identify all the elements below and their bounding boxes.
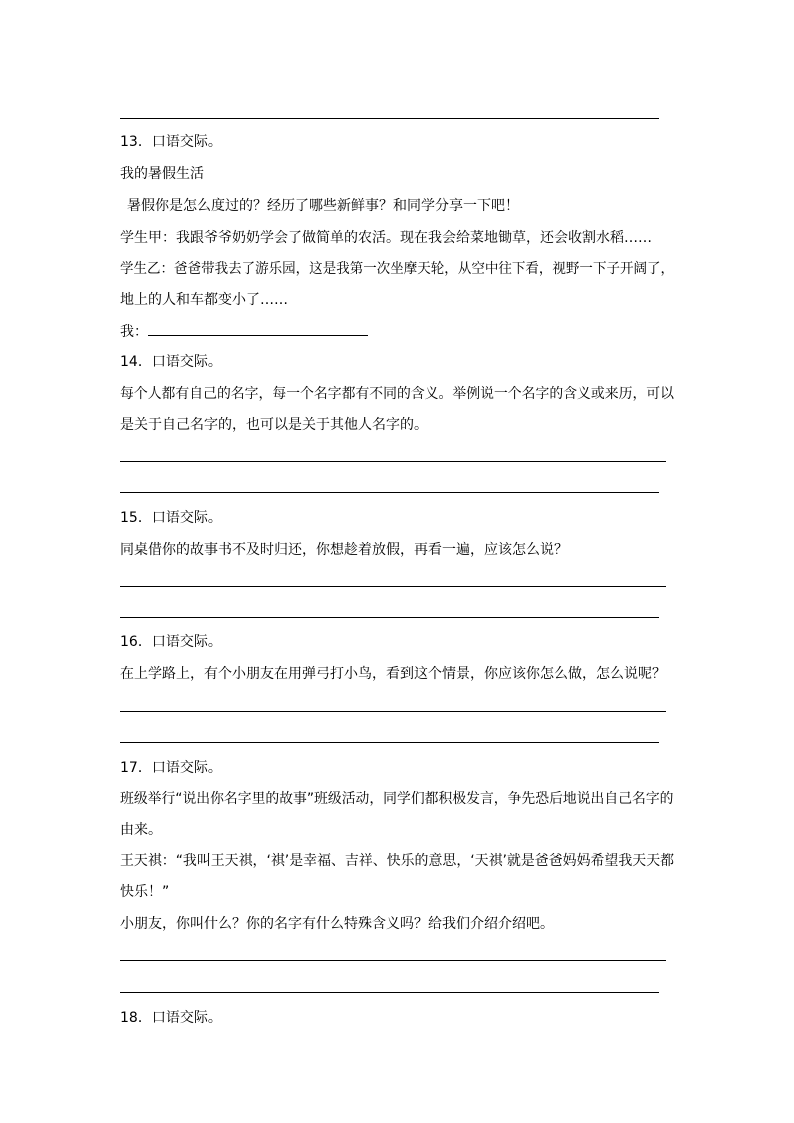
question-15-text: 同桌借你的故事书不及时归还，你想趁着放假，再看一遍，应该怎么说？ [120, 542, 568, 558]
answer-line[interactable] [120, 992, 659, 993]
question-13-number: 13．口语交际。 [120, 134, 222, 150]
answer-line[interactable] [120, 492, 659, 493]
question-13-student-b-line1: 学生乙：爸爸带我去了游乐园，这是我第一次坐摩天轮，从空中往下看，视野一下子开阔了， [120, 261, 675, 277]
answer-line[interactable] [120, 586, 666, 587]
question-13-student-b-line2: 地上的人和车都变小了…… [120, 292, 288, 308]
question-18-number: 18．口语交际。 [120, 1010, 222, 1026]
question-13-me-label: 我： [120, 324, 148, 340]
question-13-me [120, 321, 368, 342]
question-13-title: 我的暑假生活 [120, 166, 204, 182]
question-14-text-line2: 是关于自己名字的，也可以是关于其他人名字的。 [120, 417, 428, 433]
question-13-prompt: 暑假你是怎么度过的？经历了哪些新鲜事？和同学分享一下吧！ [127, 198, 519, 214]
question-17-quote-line2: 快乐！” [120, 884, 170, 900]
question-13-student-a: 学生甲：我跟爷爷奶奶学会了做简单的农活。现在我会给菜地锄草，还会收割水稻…… [120, 230, 652, 246]
question-17-ask: 小朋友，你叫什么？你的名字有什么特殊含义吗？给我们介绍介绍吧。 [120, 916, 554, 932]
question-16-number: 16．口语交际。 [120, 634, 222, 650]
question-14-number: 14．口语交际。 [120, 354, 222, 370]
question-17-quote-line1: 王天祺：“我叫王天祺，‘祺’是幸福、吉祥、快乐的意思，‘天祺’就是爸爸妈妈希望我天天都 [120, 853, 675, 869]
answer-line[interactable] [120, 711, 666, 712]
answer-line[interactable] [120, 617, 659, 618]
answer-line[interactable] [120, 742, 659, 743]
answer-line[interactable] [120, 960, 666, 961]
question-17-text-line2: 由来。 [120, 822, 162, 838]
question-17-number: 17．口语交际。 [120, 760, 222, 776]
answer-blank[interactable] [148, 321, 368, 336]
answer-line[interactable] [120, 461, 666, 462]
answer-line [120, 118, 659, 119]
question-14-text-line1: 每个人都有自己的名字，每一个名字都有不同的含义。举例说一个名字的含义或来历，可以 [120, 386, 675, 402]
question-15-number: 15．口语交际。 [120, 510, 222, 526]
question-17-text-line1: 班级举行“说出你名字里的故事”班级活动，同学们都积极发言，争先恐后地说出自己名字的 [120, 791, 674, 807]
question-16-text: 在上学路上，有个小朋友在用弹弓打小鸟，看到这个情景，你应该你怎么做，怎么说呢？ [120, 666, 666, 682]
